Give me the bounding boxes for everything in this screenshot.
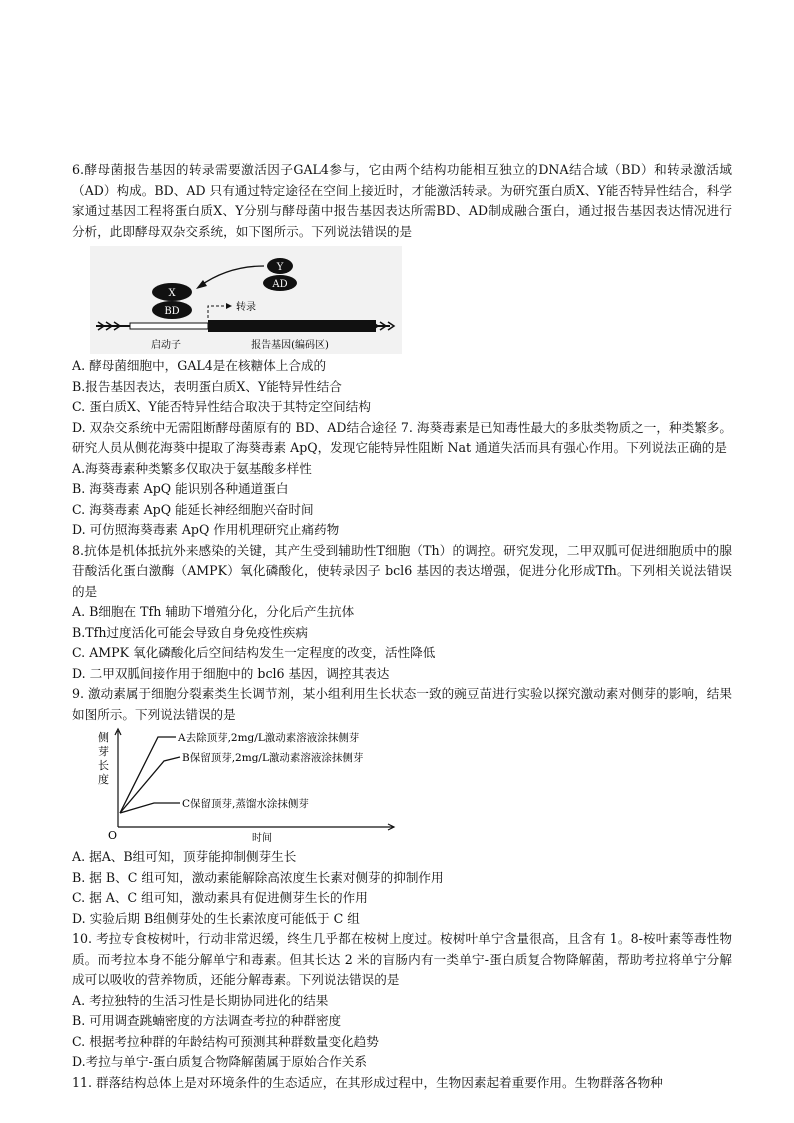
ad-label: AD xyxy=(272,279,288,290)
yeast-two-hybrid-diagram xyxy=(90,246,402,354)
question-7-option-a: A.海葵毒素种类繁多仅取决于氨基酸多样性 xyxy=(72,460,312,476)
question-9-option-b: B. 据 B、C 组可知，激动素能解除高浓度生长素对侧芽的抑制作用 xyxy=(72,869,444,885)
question-6-stem: 6.酵母菌报告基因的转录需要激活因子GAL4参与，它由两个结构功能相互独立的DNA结合域（BD）和转录激活域（AD）构成。BD、AD 只有通过特定途径在空间上接近时，才能激活转录。为研究蛋白质X、Y能否特异性结合，科学家通过基因工程将蛋白质X、Y分别与酵母菌中报告基因表达所需BD、AD制成融合蛋白，通过报告基因表达情况进行分析，此即酵母双杂交系统，如下图所示。下列说法错误的是 xyxy=(72,162,732,239)
reporter-gene-label: 报告基因(编码区) xyxy=(251,340,329,351)
reporter-gene-region xyxy=(208,320,376,332)
question-6-option-d-and-question-7-stem: D. 双杂交系统中无需阻断酵母菌原有的 BD、AD结合途径 7. 海葵毒素是已知毒性最大的多肽类物质之一，种类繁多。研究人员从侧花海葵中提取了海葵毒素 ApQ，发现它能特异性阻断 Nat 通道失活而具有强心作用。下列说法正确的是 xyxy=(72,419,732,455)
kinetin-growth-chart xyxy=(94,727,406,845)
question-11-stem: 11. 群落结构总体上是对环境条件的生态适应，在其形成过程中，生物因素起着重要作用。生物群落各物种 xyxy=(72,1074,663,1090)
question-6-option-a: A. 酵母菌细胞中，GAL4是在核糖体上合成的 xyxy=(72,358,327,373)
question-10-option-b: B. 可用调查跳蝻密度的方法调查考拉的种群密度 xyxy=(72,1013,342,1028)
bd-label: BD xyxy=(164,306,180,317)
question-8-option-c: C. AMPK 氧化磷酸化后空间结构发生一定程度的改变，活性降低 xyxy=(72,645,436,660)
protein-y-label: Y xyxy=(276,262,284,273)
line-a-label: A去除顶芽,2mg/L激动素溶液涂抹侧芽 xyxy=(178,732,360,744)
question-9-stem: 9. 激动素属于细胞分裂素类生长调节剂，某小组利用生长状态一致的豌豆苗进行实验以探究激动素对侧芽的影响，结果如图所示。下列说法错误的是 xyxy=(72,686,732,722)
line-c-label: C保留顶芽,蒸馏水涂抹侧芽 xyxy=(182,798,309,810)
line-c xyxy=(120,803,180,813)
y-axis-label-1: 侧 xyxy=(98,731,109,744)
origin-label: O xyxy=(108,829,118,842)
question-9-option-c: C. 据 A、C 组可知，激动素具有促进侧芽生长的作用 xyxy=(72,890,368,905)
promoter-label: 启动子 xyxy=(151,340,181,351)
line-b-label: B保留顶芽,2mg/L激动素溶液涂抹侧芽 xyxy=(182,752,364,764)
figure-background xyxy=(90,246,402,354)
yeast-two-hybrid-figure xyxy=(90,246,402,354)
transcription-label: 转录 xyxy=(236,302,256,313)
question-10-option-d: D.考拉与单宁-蛋白质复合物降解菌属于原始合作关系 xyxy=(72,1054,367,1069)
y-axis-label-4: 度 xyxy=(98,773,109,786)
exam-page xyxy=(72,160,732,1093)
question-9-option-a: A. 据A、B组可知，顶芽能抑制侧芽生长 xyxy=(72,849,297,864)
question-6-option-b: B.报告基因表达，表明蛋白质X、Y能特异性结合 xyxy=(72,378,342,394)
promoter-region xyxy=(130,323,208,329)
question-8-option-a: A. B细胞在 Tfh 辅助下增殖分化，分化后产生抗体 xyxy=(72,604,355,619)
question-7-option-c: C. 海葵毒素 ApQ 能延长神经细胞兴奋时间 xyxy=(72,501,314,517)
protein-x-label: X xyxy=(168,288,176,299)
question-6-option-c: C. 蛋白质X、Y能否特异性结合取决于其特定空间结构 xyxy=(72,399,371,414)
question-10-stem: 10. 考拉专食桉树叶，行动非常迟缓，终生几乎都在桉树上度过。桉树叶单宁含量很高，且含有 1。8-桉叶素等毒性物质。而考拉本身不能分解单宁和毒素。但其长达 2 米的盲肠内有一类单宁-蛋白质复合物降解菌，帮助考拉将单宁分解成可以吸收的营养物质，还能分解毒素。下列说法错误的是 xyxy=(72,931,732,987)
question-7-option-b: B. 海葵毒素 ApQ 能识别各种通道蛋白 xyxy=(72,481,289,496)
y-axis-label-2: 芽 xyxy=(98,745,109,758)
line-a xyxy=(120,737,176,813)
question-8-stem: 8.抗体是机体抵抗外来感染的关键，其产生受到辅助性T细胞（Th）的调控。研究发现，二甲双胍可促进细胞质中的腺苷酸活化蛋白激酶（AMPK）氧化磷酸化，使转录因子 bcl6 基因的表达增强，促进分化形成Tfh。下列相关说法错误的是 xyxy=(72,542,732,599)
question-8-option-d: D. 二甲双胍间接作用于细胞中的 bcl6 基因，调控其表达 xyxy=(72,665,390,681)
question-9-option-d: D. 实验后期 B组侧芽处的生长素浓度可能低于 C 组 xyxy=(72,910,360,926)
kinetin-growth-figure xyxy=(94,727,406,845)
x-axis-label: 时间 xyxy=(252,833,272,844)
question-10-option-c: C. 根据考拉种群的年龄结构可预测其种群数量变化趋势 xyxy=(72,1033,379,1049)
y-axis-label-3: 长 xyxy=(98,759,109,772)
question-10-option-a: A. 考拉独特的生活习性是长期协同进化的结果 xyxy=(72,992,329,1008)
question-8-option-b: B.Tfh过度活化可能会导致自身免疫性疾病 xyxy=(72,624,308,640)
question-7-option-d: D. 可仿照海葵毒素 ApQ 作用机理研究止痛药物 xyxy=(72,522,340,537)
